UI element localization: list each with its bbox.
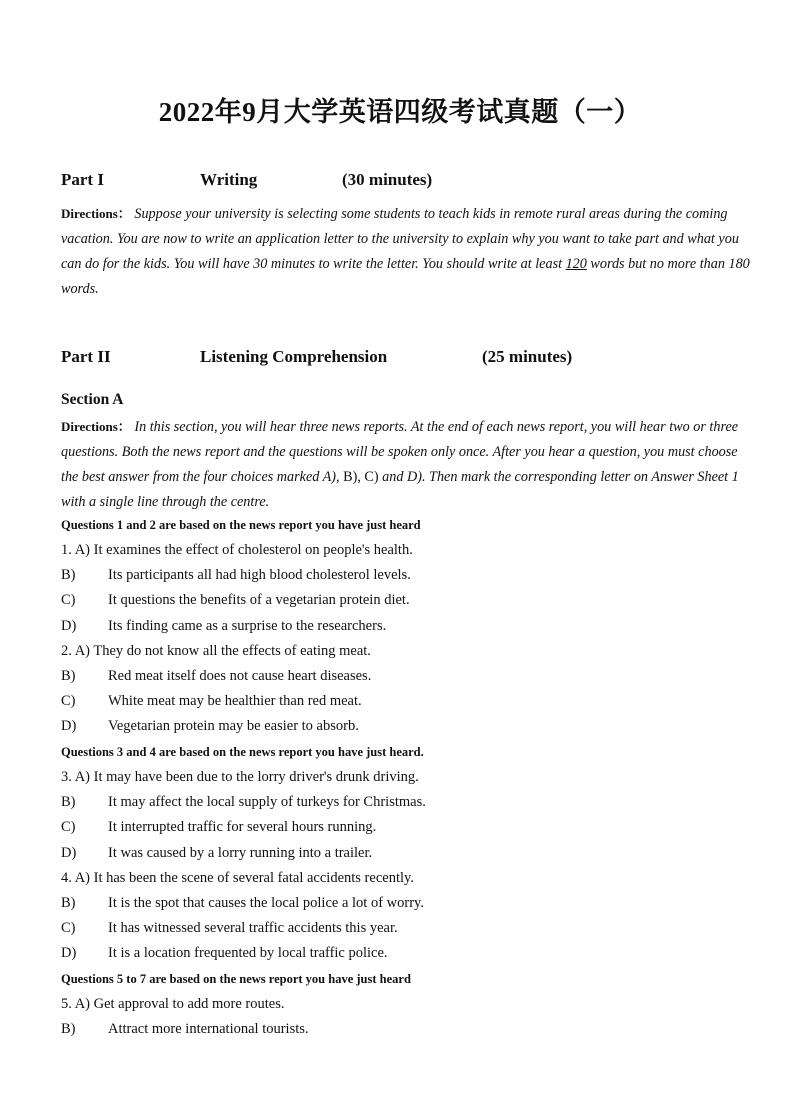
option-text: Attract more international tourists. [108,1021,309,1037]
directions-label: Directions： [61,419,131,434]
option-text: It is a location frequented by local traffic police. [108,945,388,961]
part-1-name: Writing [200,170,258,189]
part-2-name: Listening Comprehension [200,347,388,366]
option-letter: C) [61,819,76,835]
option-letter: D) [61,618,77,634]
question-3-option-a: 3. A) It may have been due to the lorry driver's drunk driving. [61,769,419,785]
option-letter: B) [61,668,76,684]
option-letter: C) [61,693,76,709]
directions-choices: , B), C) [336,469,383,485]
option-letter: B) [61,895,76,911]
part-1-directions [61,201,751,302]
part-2-time: (25 minutes) [482,347,573,366]
directions-text-end: words but no more than 180 words. [61,256,750,297]
option-letter: D) [61,845,77,861]
option-text: It questions the benefits of a vegetarian protein diet. [108,592,410,608]
word-count-min: 120 [565,256,587,272]
question-4-option-a: 4. A) It has been the scene of several fatal accidents recently. [61,870,414,886]
question-group-heading: Questions 5 to 7 are based on the news report you have just heard [61,972,411,986]
option-text: White meat may be healthier than red meat. [108,693,362,709]
option-text: It has witnessed several traffic accidents this year. [108,920,398,936]
option-text: Its finding came as a surprise to the researchers. [108,618,387,634]
part-1-time: (30 minutes) [342,170,433,189]
option-letter: B) [61,567,76,583]
directions-label: Directions： [61,206,131,221]
question-group-heading: Questions 1 and 2 are based on the news report you have just heard [61,518,421,532]
page-title: 2022年9月大学英语四级考试真题（一） [158,97,642,127]
option-text: It is the spot that causes the local police a lot of worry. [108,895,424,911]
question-2-option-a: 2. A) They do not know all the effects of eating meat. [61,643,371,659]
option-letter: C) [61,920,76,936]
option-text: Red meat itself does not cause heart diseases. [108,668,372,684]
option-letter: C) [61,592,76,608]
section-a-heading: Section A [61,391,124,408]
directions-text-end: and D). Then mark the corresponding letter on Answer Sheet 1 with a single line through the centre. [61,469,739,510]
question-1-option-a: 1. A) It examines the effect of cholesterol on people's health. [61,542,413,558]
option-text: It was caused by a lorry running into a trailer. [108,845,373,861]
option-text: It may affect the local supply of turkeys for Christmas. [108,794,426,810]
option-letter: B) [61,794,76,810]
option-text: It interrupted traffic for several hours running. [108,819,377,835]
option-text: Vegetarian protein may be easier to absorb. [108,718,359,734]
option-letter: D) [61,945,77,961]
question-group-heading: Questions 3 and 4 are based on the news report you have just heard. [61,745,424,759]
part-2-label: Part II [61,347,111,366]
directions-text: Suppose your university is selecting some students to teach kids in remote rural areas during the coming vacation. You are now to write an application letter to the university to explain why you want to take part and what you can do for the kids. You will have 30 minutes to write the letter. You should write at least [61,206,739,272]
part-2-directions [61,414,751,515]
directions-text: In this section, you will hear three news reports. At the end of each news report, you will hear two or three questions. Both the news report and the questions will be spoken only once. After you hear a question, you must choose the best answer from the four choices marked A) [61,419,739,485]
question-5-option-a: 5. A) Get approval to add more routes. [61,996,285,1012]
option-letter: B) [61,1021,76,1037]
option-letter: D) [61,718,77,734]
part-1-label: Part I [61,170,104,189]
option-text: Its participants all had high blood cholesterol levels. [108,567,411,583]
